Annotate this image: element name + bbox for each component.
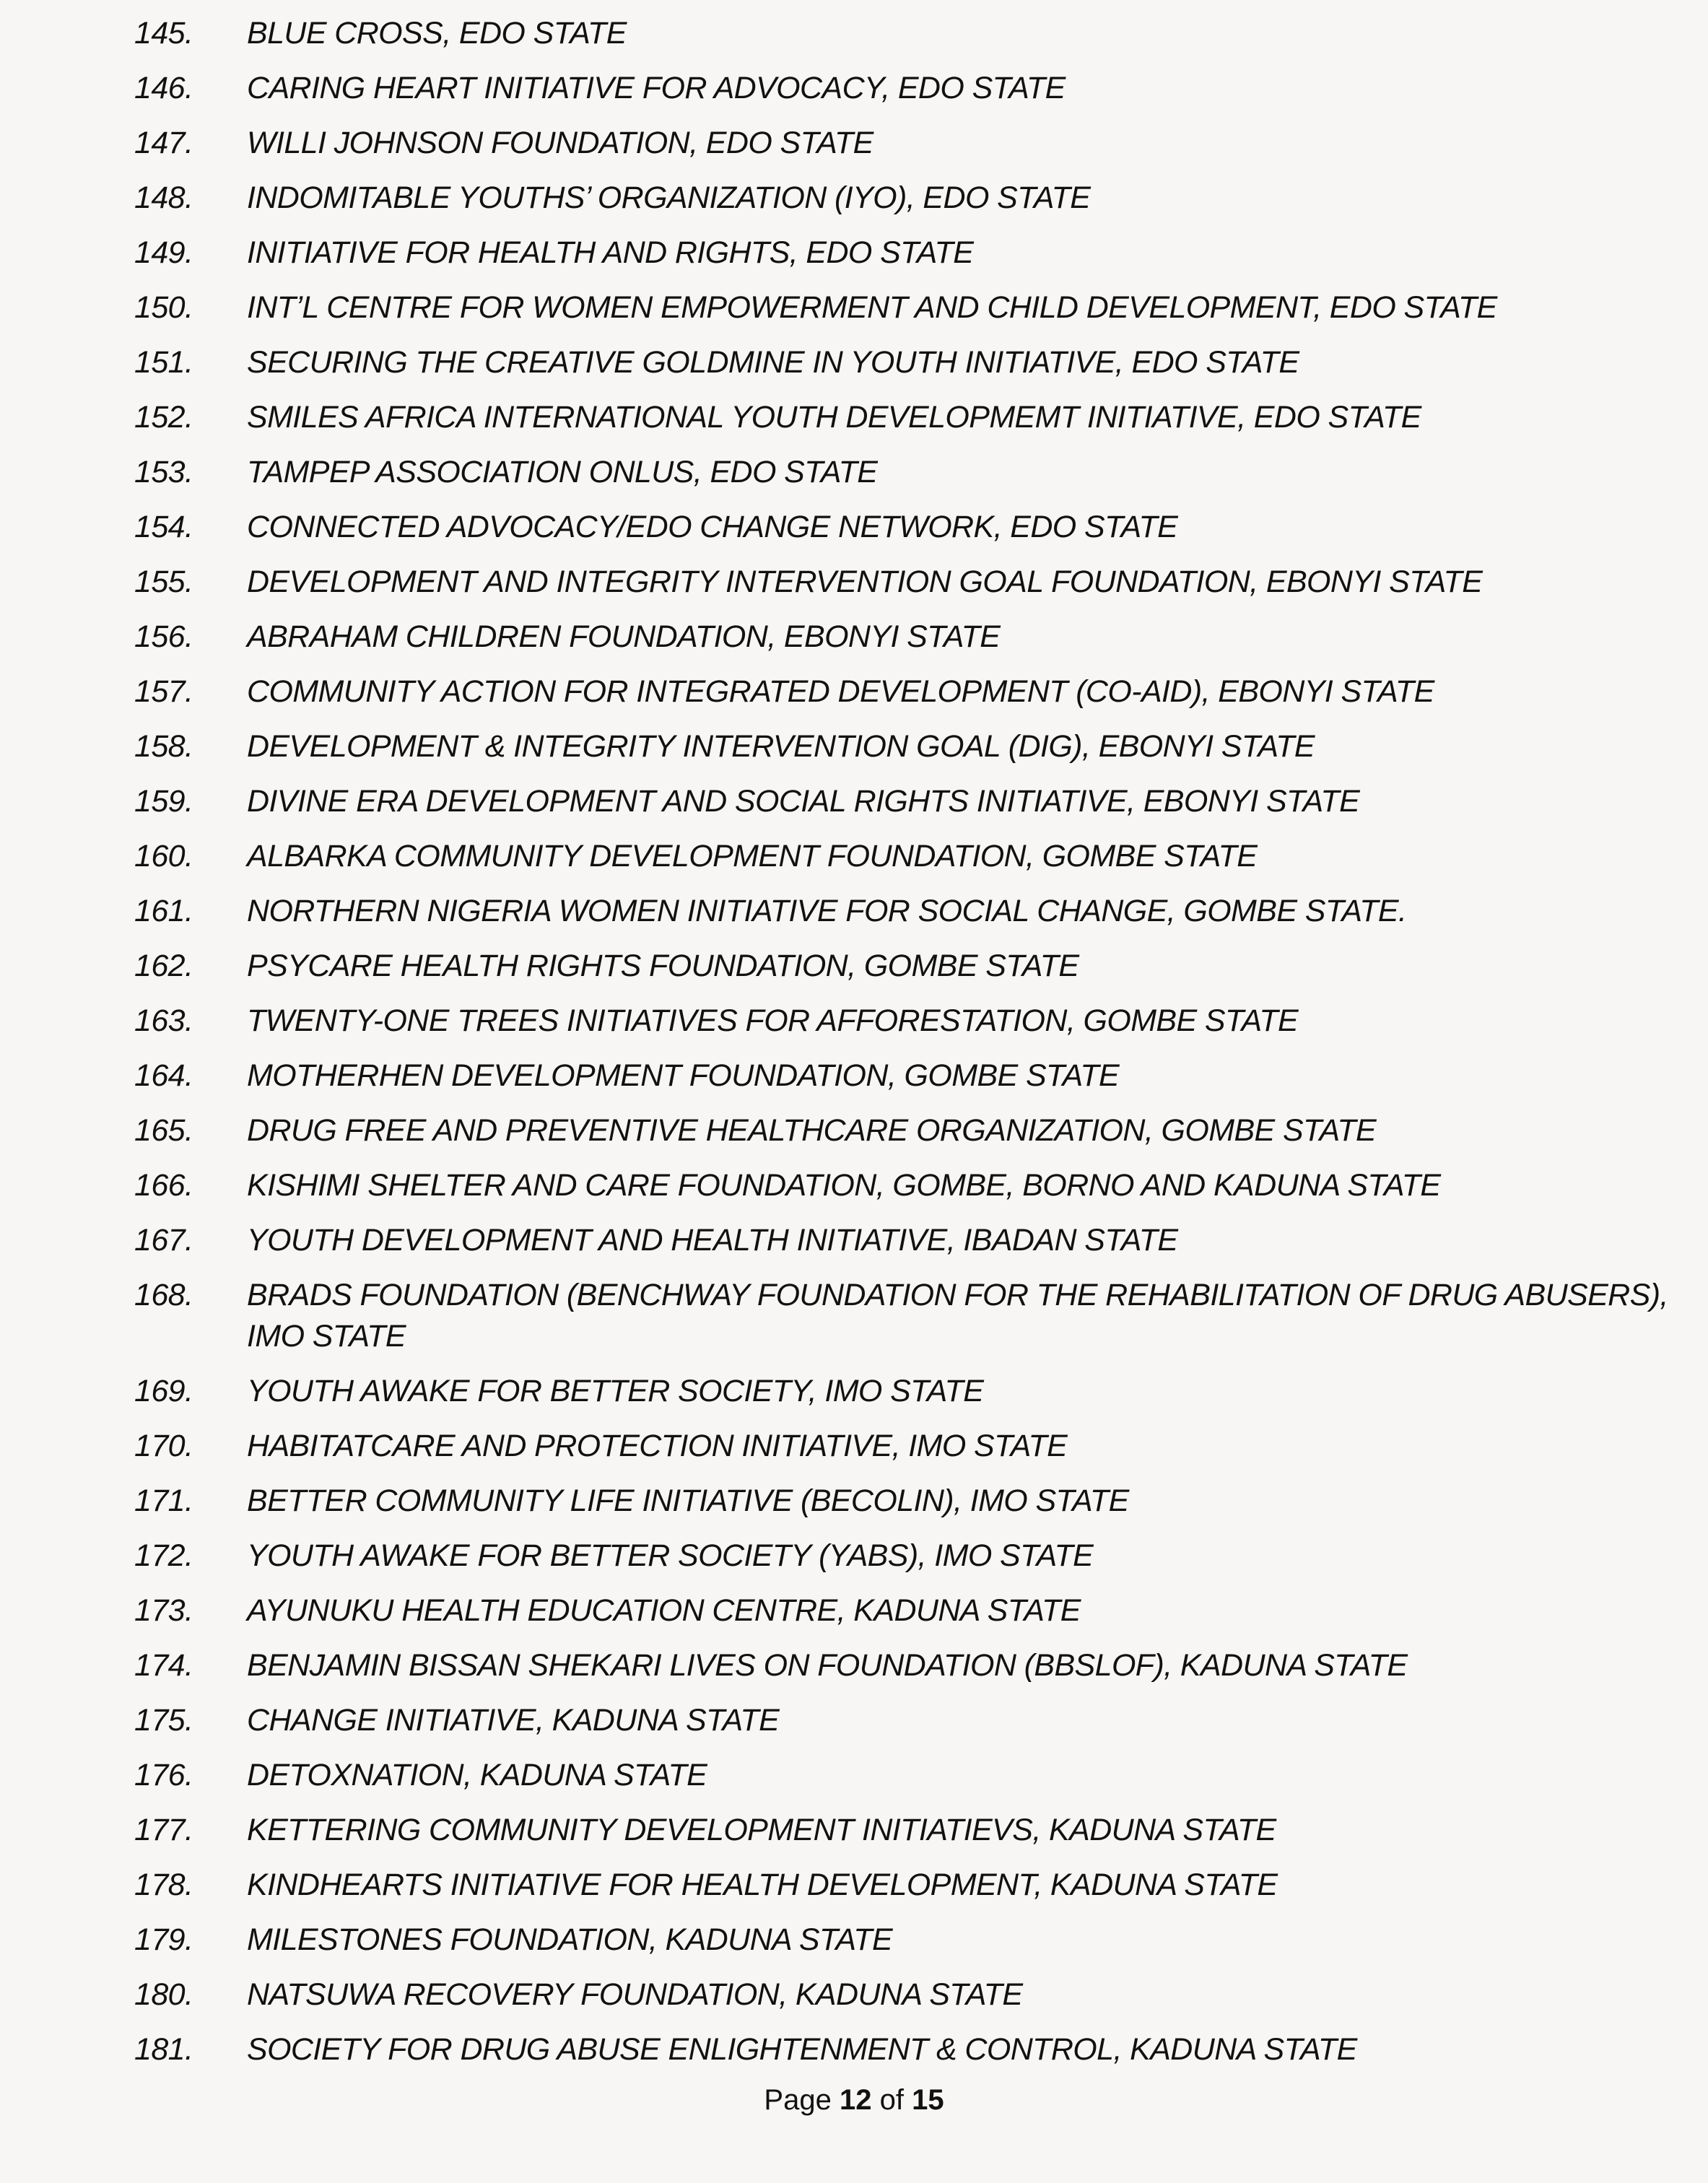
item-number: 153. [134,455,193,489]
item-number: 146. [134,71,193,105]
item-number: 158. [134,729,193,764]
list-item [0,1481,1708,1522]
list-item [0,1865,1708,1906]
item-text: BLUE CROSS, EDO STATE [247,16,627,51]
item-text: BENJAMIN BISSAN SHEKARI LIVES ON FOUNDATION (BBSLOF), KADUNA STATE [247,1648,1408,1683]
item-number: 167. [134,1223,193,1258]
item-number: 173. [134,1593,193,1628]
page-footer [0,2084,1708,2117]
list-item [0,562,1708,603]
item-text: DRUG FREE AND PREVENTIVE HEALTHCARE ORGANIZATION, GOMBE STATE [247,1113,1377,1148]
item-text: BRADS FOUNDATION (BENCHWAY FOUNDATION FOR THE REHABILITATION OF DRUG ABUSERS), [247,1278,1668,1312]
item-number: 156. [134,619,193,654]
item-number: 160. [134,839,193,873]
item-number: 174. [134,1648,193,1683]
item-number: 151. [134,345,193,380]
footer-page-number: 12 [839,2084,872,2116]
item-number: 154. [134,510,193,544]
footer-of-label: of [879,2084,904,2116]
list-item [0,1275,1708,1357]
list-item [0,1535,1708,1577]
item-text: INDOMITABLE YOUTHS’ ORGANIZATION (IYO), EDO STATE [247,180,1091,215]
list-item [0,946,1708,987]
item-text: PSYCARE HEALTH RIGHTS FOUNDATION, GOMBE STATE [247,949,1079,983]
list-item [0,1001,1708,1042]
item-text: DEVELOPMENT & INTEGRITY INTERVENTION GOAL (DIG), EBONYI STATE [247,729,1315,764]
item-text: NATSUWA RECOVERY FOUNDATION, KADUNA STATE [247,1977,1023,2012]
list-item [0,1645,1708,1686]
item-text: SOCIETY FOR DRUG ABUSE ENLIGHTENMENT & CONTROL, KADUNA STATE [247,2032,1357,2067]
list-item [0,68,1708,109]
item-text: CARING HEART INITIATIVE FOR ADVOCACY, EDO STATE [247,71,1066,105]
list-item [0,1426,1708,1467]
item-number: 171. [134,1483,193,1518]
item-number: 169. [134,1374,193,1408]
item-text: INT’L CENTRE FOR WOMEN EMPOWERMENT AND CHILD DEVELOPMENT, EDO STATE [247,290,1497,325]
item-text: MOTHERHEN DEVELOPMENT FOUNDATION, GOMBE STATE [247,1058,1120,1093]
item-text: SECURING THE CREATIVE GOLDMINE IN YOUTH INITIATIVE, EDO STATE [247,345,1299,380]
item-number: 164. [134,1058,193,1093]
item-number: 150. [134,290,193,325]
list-item [0,671,1708,713]
item-text: ALBARKA COMMUNITY DEVELOPMENT FOUNDATION, GOMBE STATE [247,839,1258,873]
item-text: BETTER COMMUNITY LIFE INITIATIVE (BECOLIN), IMO STATE [247,1483,1129,1518]
item-number: 179. [134,1922,193,1957]
footer-total-pages: 15 [912,2084,944,2116]
item-text: ABRAHAM CHILDREN FOUNDATION, EBONYI STATE [247,619,1001,654]
list-item [0,1700,1708,1741]
list-item [0,1165,1708,1206]
list-item [0,1590,1708,1631]
item-number: 148. [134,180,193,215]
list-item [0,1371,1708,1412]
list-item [0,1220,1708,1261]
list-item [0,891,1708,932]
item-text: CONNECTED ADVOCACY/EDO CHANGE NETWORK, EDO STATE [247,510,1178,544]
item-number: 155. [134,565,193,599]
item-number: 178. [134,1868,193,1902]
item-number: 147. [134,126,193,160]
item-number: 181. [134,2032,193,2067]
list-item [0,178,1708,219]
list-item [0,1920,1708,1961]
list-item [0,1974,1708,2016]
item-text: AYUNUKU HEALTH EDUCATION CENTRE, KADUNA STATE [247,1593,1081,1628]
item-number: 161. [134,894,193,928]
item-text: DETOXNATION, KADUNA STATE [247,1758,707,1792]
list-item [0,1810,1708,1851]
list-item [0,836,1708,877]
item-text: KISHIMI SHELTER AND CARE FOUNDATION, GOMBE, BORNO AND KADUNA STATE [247,1168,1441,1203]
item-text-continuation: IMO STATE [247,1319,406,1354]
item-number: 176. [134,1758,193,1792]
item-number: 165. [134,1113,193,1148]
list-item [0,726,1708,767]
item-text: HABITATCARE AND PROTECTION INITIATIVE, IMO STATE [247,1429,1068,1463]
item-text: YOUTH AWAKE FOR BETTER SOCIETY, IMO STATE [247,1374,984,1408]
list-item [0,287,1708,328]
footer-page-label: Page [764,2084,832,2116]
list-item [0,1110,1708,1151]
item-number: 175. [134,1703,193,1738]
item-number: 159. [134,784,193,819]
organization-list [0,13,1708,2070]
list-item [0,2029,1708,2070]
item-text: TWENTY-ONE TREES INITIATIVES FOR AFFORESTATION, GOMBE STATE [247,1003,1299,1038]
list-item [0,342,1708,383]
item-text: KINDHEARTS INITIATIVE FOR HEALTH DEVELOPMENT, KADUNA STATE [247,1868,1278,1902]
item-number: 180. [134,1977,193,2012]
list-item [0,507,1708,548]
item-text: NORTHERN NIGERIA WOMEN INITIATIVE FOR SOCIAL CHANGE, GOMBE STATE. [247,894,1407,928]
item-number: 162. [134,949,193,983]
item-number: 145. [134,16,193,51]
item-text: YOUTH DEVELOPMENT AND HEALTH INITIATIVE, IBADAN STATE [247,1223,1178,1258]
item-text: SMILES AFRICA INTERNATIONAL YOUTH DEVELOPMEMT INITIATIVE, EDO STATE [247,400,1421,435]
item-text: CHANGE INITIATIVE, KADUNA STATE [247,1703,780,1738]
item-number: 170. [134,1429,193,1463]
item-text: YOUTH AWAKE FOR BETTER SOCIETY (YABS), IMO STATE [247,1538,1094,1573]
list-item [0,1055,1708,1097]
item-number: 163. [134,1003,193,1038]
item-text: INITIATIVE FOR HEALTH AND RIGHTS, EDO STATE [247,235,974,270]
list-item [0,13,1708,54]
item-number: 172. [134,1538,193,1573]
item-text: DEVELOPMENT AND INTEGRITY INTERVENTION GOAL FOUNDATION, EBONYI STATE [247,565,1483,599]
item-number: 168. [134,1278,193,1312]
list-item [0,232,1708,274]
item-number: 177. [134,1813,193,1847]
item-text: DIVINE ERA DEVELOPMENT AND SOCIAL RIGHTS INITIATIVE, EBONYI STATE [247,784,1360,819]
list-item [0,616,1708,658]
list-item [0,781,1708,822]
item-number: 157. [134,674,193,709]
item-text: MILESTONES FOUNDATION, KADUNA STATE [247,1922,893,1957]
item-text: COMMUNITY ACTION FOR INTEGRATED DEVELOPMENT (CO-AID), EBONYI STATE [247,674,1434,709]
item-text: TAMPEP ASSOCIATION ONLUS, EDO STATE [247,455,878,489]
item-text: KETTERING COMMUNITY DEVELOPMENT INITIATIEVS, KADUNA STATE [247,1813,1276,1847]
item-number: 149. [134,235,193,270]
list-item [0,1755,1708,1796]
item-number: 152. [134,400,193,435]
item-number: 166. [134,1168,193,1203]
list-item [0,123,1708,164]
list-item [0,452,1708,493]
item-text: WILLI JOHNSON FOUNDATION, EDO STATE [247,126,873,160]
list-item [0,397,1708,438]
